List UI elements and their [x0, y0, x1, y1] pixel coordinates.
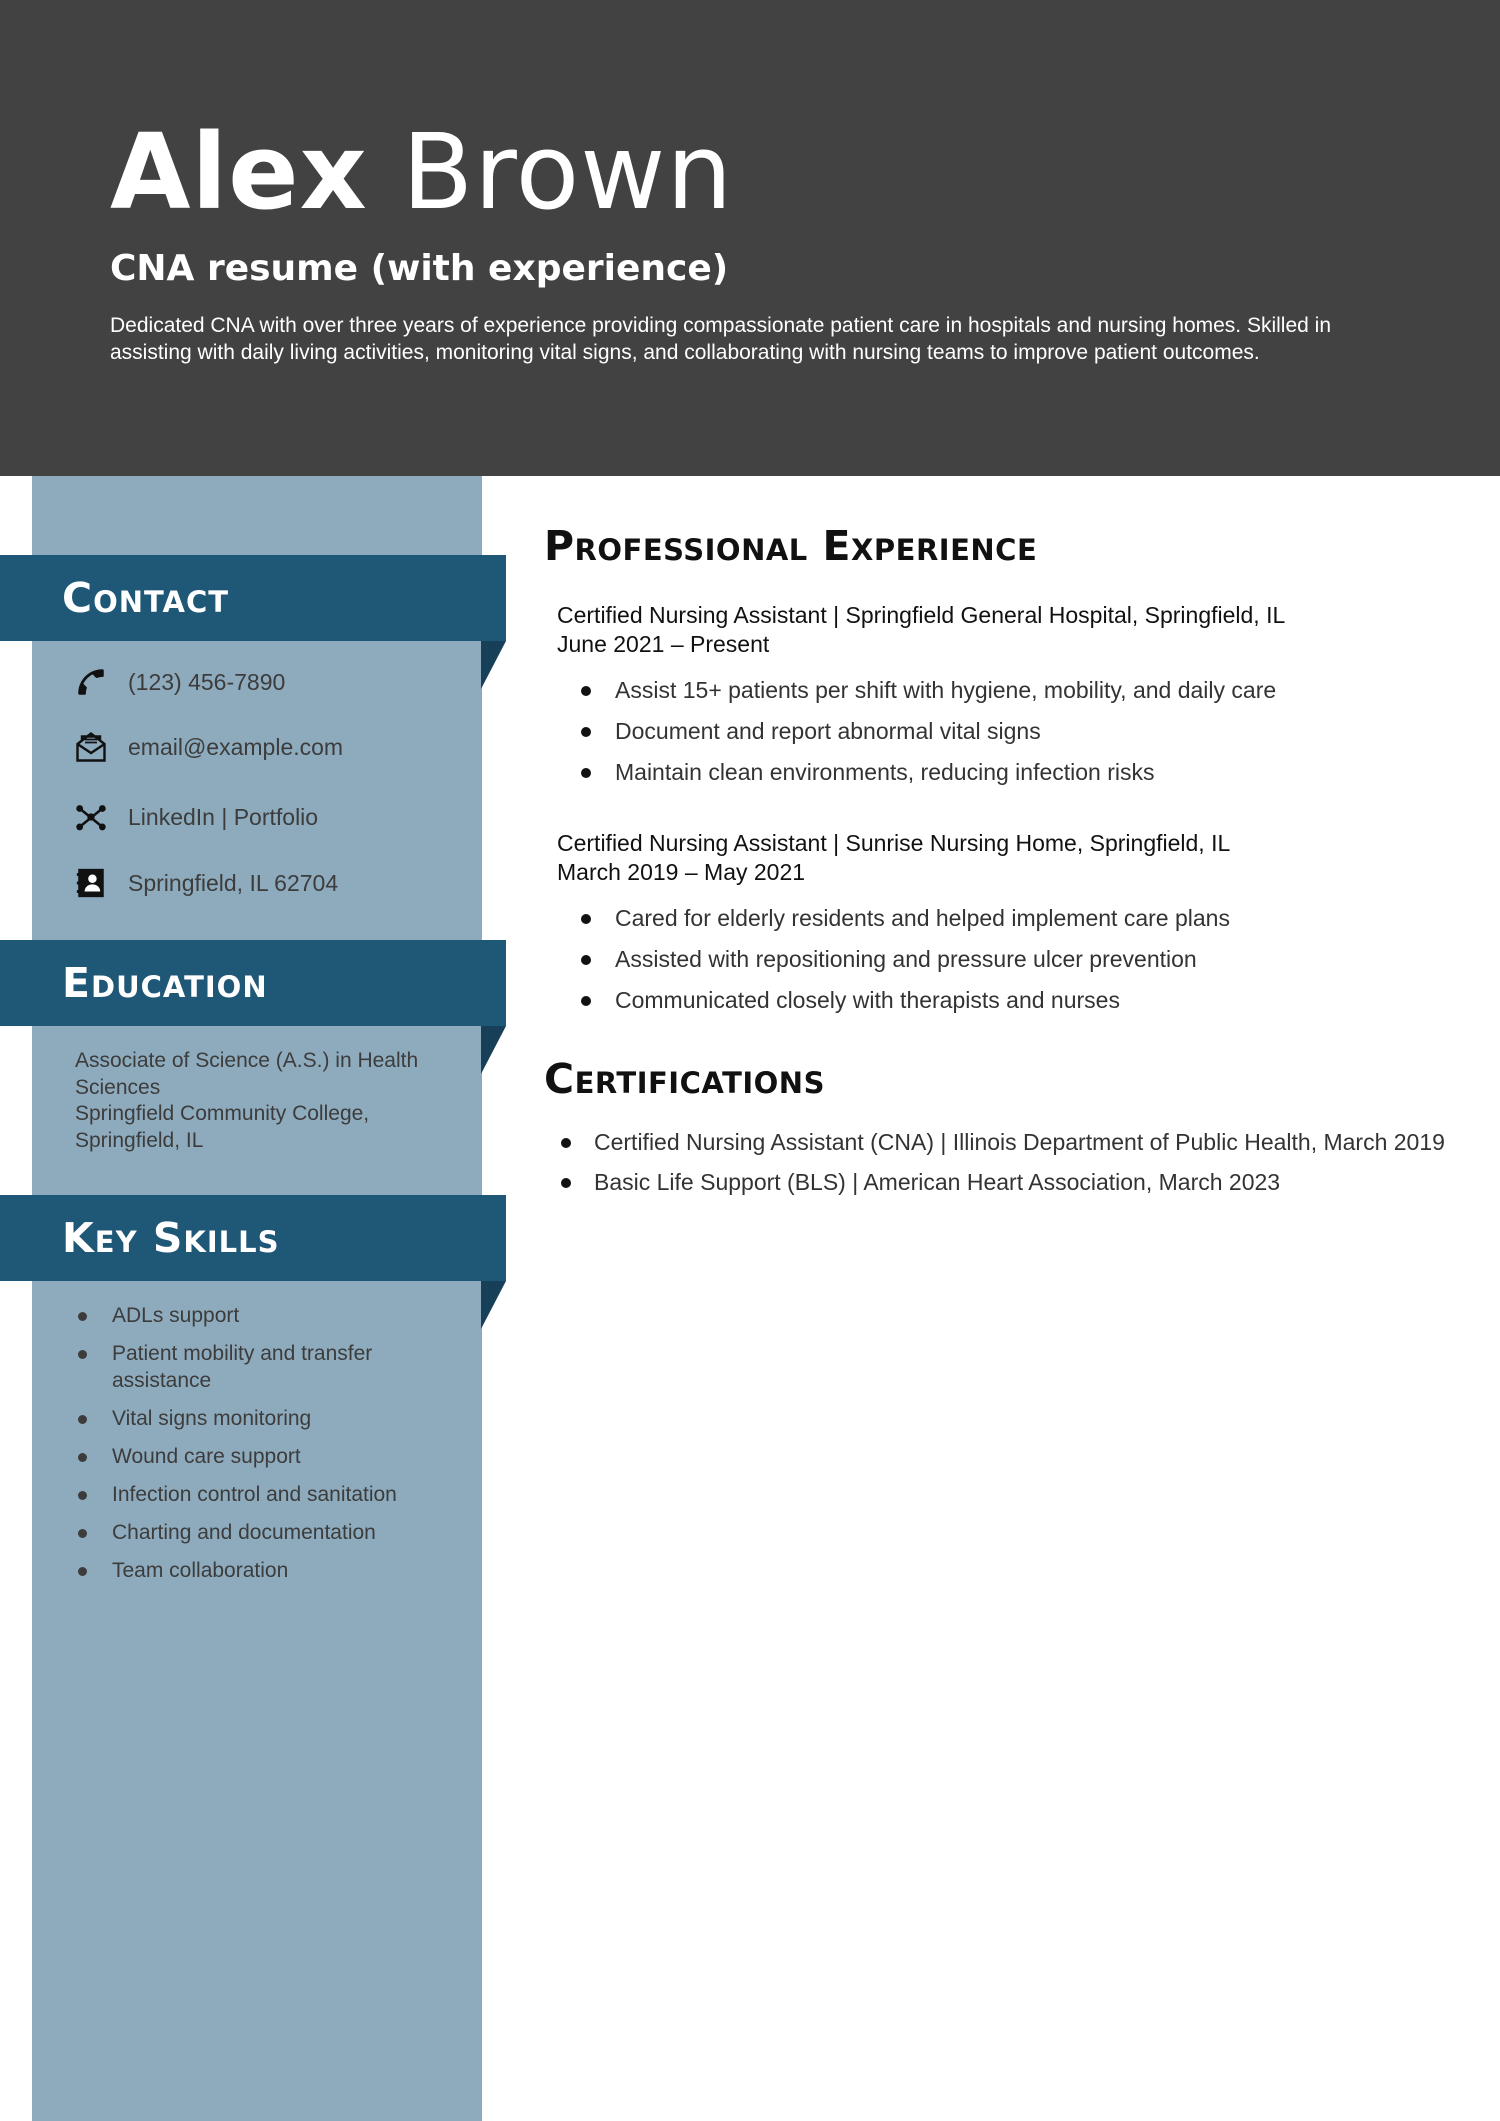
contact-links — [72, 797, 318, 837]
list-item: Infection control and sanitation — [75, 1481, 455, 1508]
bullet-icon — [581, 768, 591, 778]
list-item: Vital signs monitoring — [75, 1405, 455, 1432]
email-address[interactable]: email@example.com — [128, 733, 344, 760]
skills-band-fold — [481, 1281, 506, 1329]
contact-phone — [72, 662, 285, 702]
bullet-icon — [581, 727, 591, 737]
job-2-duties — [577, 903, 1230, 1026]
education-heading: Education — [62, 959, 268, 1007]
bullet-icon — [78, 1312, 87, 1321]
job-2-role: Certified Nursing Assistant | Sunrise Nursing Home, Springfield, IL — [557, 830, 1231, 856]
bullet-icon — [78, 1415, 87, 1424]
last-name: Brown — [401, 111, 734, 233]
header-banner — [0, 0, 1500, 476]
bullet-icon — [581, 914, 591, 924]
phone-icon — [72, 663, 110, 701]
first-name: Alex — [110, 111, 368, 233]
school: Springfield Community College, Springfield, IL — [75, 1102, 370, 1152]
list-item: Patient mobility and transfer assistance — [75, 1340, 455, 1394]
list-item: Charting and documentation — [75, 1519, 455, 1546]
contact-address — [72, 863, 338, 903]
job-2-dates: March 2019 – May 2021 — [557, 859, 806, 885]
job-1-duties — [577, 675, 1276, 798]
bullet-icon — [561, 1178, 571, 1188]
list-item: Maintain clean environments, reducing infection risks — [577, 757, 1276, 787]
phone-number[interactable]: (123) 456-7890 — [128, 668, 286, 695]
bullet-icon — [561, 1138, 571, 1148]
job-1-role: Certified Nursing Assistant | Springfield General Hospital, Springfield, IL — [557, 602, 1286, 628]
resume-subtitle: CNA resume (with experience) — [110, 248, 729, 289]
bullet-icon — [78, 1567, 87, 1576]
network-icon — [72, 798, 110, 836]
job-1-dates: June 2021 – Present — [557, 631, 770, 657]
candidate-name — [110, 112, 733, 232]
experience-heading: Professional Experience — [544, 522, 1038, 570]
skills-list — [75, 1302, 455, 1595]
profile-summary: Dedicated CNA with over three years of experience providing compassionate patient care in hospitals and nursing homes. Skilled in assisting with daily living activities, monitoring vital signs, and collaborating with nursing teams to improve patient outcomes. — [110, 314, 1332, 364]
list-item: Certified Nursing Assistant (CNA) | Illinois Department of Public Health, March 2019 — [557, 1127, 1457, 1157]
skills-section-header — [0, 1195, 506, 1281]
bullet-icon — [78, 1529, 87, 1538]
skills-heading: Key Skills — [62, 1214, 280, 1262]
list-item: Basic Life Support (BLS) | American Heart Association, March 2023 — [557, 1167, 1457, 1197]
list-item: Wound care support — [75, 1443, 455, 1470]
certifications-list — [557, 1127, 1457, 1207]
envelope-icon — [72, 728, 110, 766]
address-book-icon — [72, 864, 110, 902]
list-item: Cared for elderly residents and helped implement care plans — [577, 903, 1230, 933]
bullet-icon — [581, 996, 591, 1006]
certifications-heading: Certifications — [544, 1055, 825, 1103]
list-item: Team collaboration — [75, 1557, 455, 1584]
list-item: ADLs support — [75, 1302, 455, 1329]
list-item: Communicated closely with therapists and nurses — [577, 985, 1230, 1015]
bullet-icon — [581, 686, 591, 696]
linkedin-portfolio-link[interactable]: LinkedIn | Portfolio — [128, 803, 319, 830]
education-entry — [75, 1048, 465, 1154]
postal-address: Springfield, IL 62704 — [128, 869, 339, 896]
list-item: Document and report abnormal vital signs — [577, 716, 1276, 746]
bullet-icon — [78, 1453, 87, 1462]
education-section-header — [0, 940, 506, 1026]
contact-band-fold — [481, 641, 506, 689]
list-item: Assisted with repositioning and pressure ulcer prevention — [577, 944, 1230, 974]
list-item: Assist 15+ patients per shift with hygiene, mobility, and daily care — [577, 675, 1276, 705]
education-band-fold — [481, 1026, 506, 1074]
sidebar — [32, 476, 482, 2121]
bullet-icon — [581, 955, 591, 965]
degree: Associate of Science (A.S.) in Health Sciences — [75, 1049, 419, 1099]
bullet-icon — [78, 1350, 87, 1359]
contact-email — [72, 727, 343, 767]
contact-section-header — [0, 555, 506, 641]
contact-heading: Contact — [62, 574, 230, 622]
bullet-icon — [78, 1491, 87, 1500]
